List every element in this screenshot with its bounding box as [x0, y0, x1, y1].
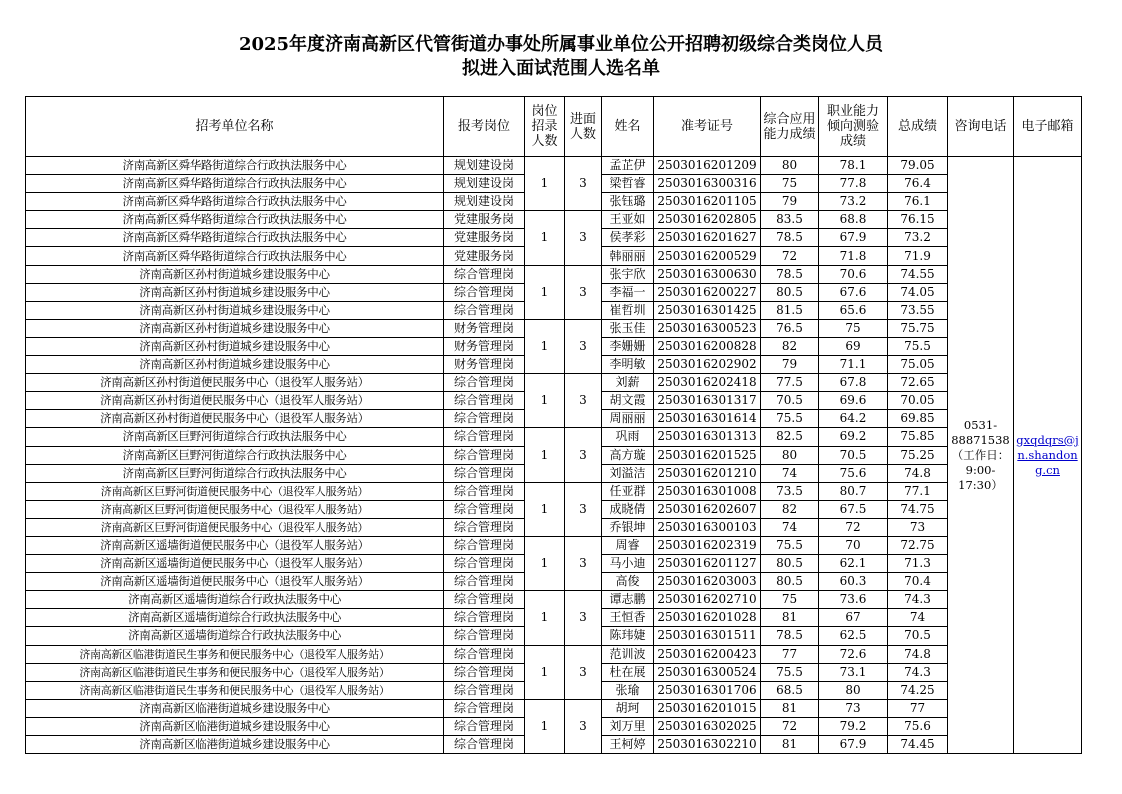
post-name: 规划建设岗 [444, 175, 525, 193]
candidate-name: 李姗姗 [602, 337, 654, 355]
score-aptitude: 67.9 [819, 736, 888, 754]
post-name: 综合管理岗 [444, 301, 525, 319]
post-name: 党建服务岗 [444, 211, 525, 229]
ticket-number: 2503016201525 [654, 446, 761, 464]
candidate-name: 谭志鹏 [602, 591, 654, 609]
quota-cell: 1 [525, 157, 565, 211]
document-title: 2025年度济南高新区代管街道办事处所属事业单位公开招聘初级综合类岗位人员 [238, 34, 884, 55]
score-total: 70.4 [888, 573, 948, 591]
ticket-number: 2503016201105 [654, 193, 761, 211]
score-aptitude: 79.2 [819, 717, 888, 735]
score-total: 74.25 [888, 681, 948, 699]
score-total: 76.15 [888, 211, 948, 229]
score-total: 75.25 [888, 446, 948, 464]
ticket-number: 2503016301425 [654, 301, 761, 319]
score-comprehensive: 82.5 [761, 428, 819, 446]
score-comprehensive: 70.5 [761, 392, 819, 410]
score-aptitude: 60.3 [819, 573, 888, 591]
header-post: 报考岗位 [444, 97, 525, 157]
score-total: 74.55 [888, 265, 948, 283]
score-aptitude: 69.2 [819, 428, 888, 446]
score-total: 73.2 [888, 229, 948, 247]
unit-name: 济南高新区巨野河街道便民服务中心（退役军人服务站） [26, 500, 444, 518]
unit-name: 济南高新区巨野河街道综合行政执法服务中心 [26, 446, 444, 464]
unit-name: 济南高新区临港街道城乡建设服务中心 [26, 736, 444, 754]
score-total: 74.05 [888, 283, 948, 301]
ticket-number: 2503016302025 [654, 717, 761, 735]
score-aptitude: 80 [819, 681, 888, 699]
candidate-name: 成晓倩 [602, 500, 654, 518]
table-row [26, 591, 1082, 609]
candidate-name: 高方璇 [602, 446, 654, 464]
score-comprehensive: 75 [761, 591, 819, 609]
quota-cell: 1 [525, 211, 565, 265]
post-name: 综合管理岗 [444, 464, 525, 482]
interview-count-cell: 3 [565, 211, 602, 265]
score-aptitude: 67.8 [819, 374, 888, 392]
unit-name: 济南高新区巨野河街道综合行政执法服务中心 [26, 464, 444, 482]
score-aptitude: 73.1 [819, 663, 888, 681]
unit-name: 济南高新区遥墙街道综合行政执法服务中心 [26, 627, 444, 645]
candidate-table [25, 96, 1082, 754]
post-name: 综合管理岗 [444, 518, 525, 536]
table-row [26, 265, 1082, 283]
unit-name: 济南高新区巨野河街道便民服务中心（退役军人服务站） [26, 482, 444, 500]
post-name: 综合管理岗 [444, 645, 525, 663]
ticket-number: 2503016301008 [654, 482, 761, 500]
table-row [26, 699, 1082, 717]
score-total: 74.3 [888, 591, 948, 609]
unit-name: 济南高新区孙村街道城乡建设服务中心 [26, 319, 444, 337]
score-total: 71.9 [888, 247, 948, 265]
score-aptitude: 70 [819, 536, 888, 554]
post-name: 党建服务岗 [444, 229, 525, 247]
score-aptitude: 72.6 [819, 645, 888, 663]
candidate-name: 周丽丽 [602, 410, 654, 428]
ticket-number: 2503016301706 [654, 681, 761, 699]
score-comprehensive: 75.5 [761, 536, 819, 554]
candidate-name: 梁哲睿 [602, 175, 654, 193]
header-total: 总成绩 [888, 97, 948, 157]
candidate-name: 马小迪 [602, 555, 654, 573]
header-name: 姓名 [602, 97, 654, 157]
score-comprehensive: 78.5 [761, 627, 819, 645]
score-comprehensive: 80.5 [761, 555, 819, 573]
score-comprehensive: 79 [761, 356, 819, 374]
ticket-number: 2503016202418 [654, 374, 761, 392]
table-row [26, 211, 1082, 229]
score-comprehensive: 74 [761, 464, 819, 482]
ticket-number: 2503016301614 [654, 410, 761, 428]
candidate-name: 王亚如 [602, 211, 654, 229]
post-name: 综合管理岗 [444, 591, 525, 609]
unit-name: 济南高新区孙村街道城乡建设服务中心 [26, 283, 444, 301]
score-aptitude: 67.5 [819, 500, 888, 518]
post-name: 综合管理岗 [444, 663, 525, 681]
score-aptitude: 65.6 [819, 301, 888, 319]
score-comprehensive: 79 [761, 193, 819, 211]
candidate-name: 任亚群 [602, 482, 654, 500]
score-total: 74.8 [888, 464, 948, 482]
table-body [26, 157, 1082, 754]
ticket-number: 2503016200227 [654, 283, 761, 301]
score-aptitude: 67.9 [819, 229, 888, 247]
unit-name: 济南高新区孙村街道城乡建设服务中心 [26, 356, 444, 374]
score-aptitude: 72 [819, 518, 888, 536]
post-name: 规划建设岗 [444, 193, 525, 211]
quota-cell: 1 [525, 536, 565, 590]
header-unit: 招考单位名称 [26, 97, 444, 157]
ticket-number: 2503016201028 [654, 609, 761, 627]
score-total: 77.1 [888, 482, 948, 500]
ticket-number: 2503016201627 [654, 229, 761, 247]
score-aptitude: 75.6 [819, 464, 888, 482]
score-total: 74 [888, 609, 948, 627]
post-name: 综合管理岗 [444, 374, 525, 392]
candidate-name: 王柯婷 [602, 736, 654, 754]
unit-name: 济南高新区遥墙街道便民服务中心（退役军人服务站） [26, 573, 444, 591]
post-name: 综合管理岗 [444, 627, 525, 645]
candidate-name: 张宇欣 [602, 265, 654, 283]
ticket-number: 2503016300524 [654, 663, 761, 681]
score-comprehensive: 81 [761, 609, 819, 627]
score-comprehensive: 83.5 [761, 211, 819, 229]
candidate-name: 王恒香 [602, 609, 654, 627]
header-score-b: 职业能力倾向测验成绩 [819, 97, 888, 157]
ticket-number: 2503016201127 [654, 555, 761, 573]
score-total: 75.05 [888, 356, 948, 374]
interview-count-cell: 3 [565, 157, 602, 211]
candidate-name: 巩雨 [602, 428, 654, 446]
post-name: 综合管理岗 [444, 265, 525, 283]
ticket-number: 2503016300103 [654, 518, 761, 536]
contact-email-link[interactable]: gxqdqrs@jn.shandong.cn [1014, 157, 1082, 754]
score-total: 74.45 [888, 736, 948, 754]
candidate-name: 刘万里 [602, 717, 654, 735]
header-phone: 咨询电话 [948, 97, 1014, 157]
score-aptitude: 68.8 [819, 211, 888, 229]
post-name: 综合管理岗 [444, 536, 525, 554]
score-aptitude: 71.8 [819, 247, 888, 265]
candidate-name: 李明敏 [602, 356, 654, 374]
candidate-name: 崔哲圳 [602, 301, 654, 319]
score-comprehensive: 78.5 [761, 229, 819, 247]
post-name: 综合管理岗 [444, 609, 525, 627]
score-aptitude: 75 [819, 319, 888, 337]
score-comprehensive: 72 [761, 247, 819, 265]
score-total: 70.05 [888, 392, 948, 410]
post-name: 财务管理岗 [444, 337, 525, 355]
contact-phone: 0531-88871538（工作日：9:00-17:30） [948, 157, 1014, 754]
candidate-name: 乔银坤 [602, 518, 654, 536]
score-aptitude: 62.1 [819, 555, 888, 573]
header-interview-count: 进面人数 [565, 97, 602, 157]
unit-name: 济南高新区临港街道民生事务和便民服务中心（退役军人服务站） [26, 663, 444, 681]
unit-name: 济南高新区临港街道城乡建设服务中心 [26, 717, 444, 735]
score-total: 73 [888, 518, 948, 536]
ticket-number: 2503016302210 [654, 736, 761, 754]
ticket-number: 2503016201015 [654, 699, 761, 717]
table-row [26, 374, 1082, 392]
unit-name: 济南高新区孙村街道便民服务中心（退役军人服务站） [26, 392, 444, 410]
ticket-number: 2503016202319 [654, 536, 761, 554]
interview-count-cell: 3 [565, 265, 602, 319]
score-total: 75.75 [888, 319, 948, 337]
score-total: 73.55 [888, 301, 948, 319]
table-row [26, 319, 1082, 337]
unit-name: 济南高新区巨野河街道综合行政执法服务中心 [26, 428, 444, 446]
quota-cell: 1 [525, 428, 565, 482]
score-total: 72.75 [888, 536, 948, 554]
unit-name: 济南高新区遥墙街道便民服务中心（退役军人服务站） [26, 536, 444, 554]
ticket-number: 2503016200828 [654, 337, 761, 355]
candidate-name: 胡珂 [602, 699, 654, 717]
score-aptitude: 70.5 [819, 446, 888, 464]
table-row [26, 482, 1082, 500]
score-aptitude: 70.6 [819, 265, 888, 283]
score-comprehensive: 72 [761, 717, 819, 735]
post-name: 综合管理岗 [444, 736, 525, 754]
document-subtitle: 拟进入面试范围人选名单 [462, 58, 660, 79]
post-name: 综合管理岗 [444, 500, 525, 518]
unit-name: 济南高新区孙村街道城乡建设服务中心 [26, 301, 444, 319]
unit-name: 济南高新区临港街道民生事务和便民服务中心（退役军人服务站） [26, 645, 444, 663]
score-comprehensive: 81 [761, 699, 819, 717]
quota-cell: 1 [525, 319, 565, 373]
score-comprehensive: 76.5 [761, 319, 819, 337]
post-name: 综合管理岗 [444, 555, 525, 573]
unit-name: 济南高新区孙村街道便民服务中心（退役军人服务站） [26, 410, 444, 428]
ticket-number: 2503016200423 [654, 645, 761, 663]
unit-name: 济南高新区遥墙街道综合行政执法服务中心 [26, 591, 444, 609]
score-comprehensive: 80 [761, 157, 819, 175]
candidate-name: 刘溢洁 [602, 464, 654, 482]
table-row [26, 157, 1082, 175]
interview-count-cell: 3 [565, 428, 602, 482]
unit-name: 济南高新区孙村街道便民服务中心（退役军人服务站） [26, 374, 444, 392]
unit-name: 济南高新区孙村街道城乡建设服务中心 [26, 337, 444, 355]
score-total: 74.8 [888, 645, 948, 663]
interview-count-cell: 3 [565, 374, 602, 428]
candidate-name: 高俊 [602, 573, 654, 591]
score-aptitude: 67.6 [819, 283, 888, 301]
score-total: 69.85 [888, 410, 948, 428]
score-aptitude: 69 [819, 337, 888, 355]
score-comprehensive: 75 [761, 175, 819, 193]
header-score-a: 综合应用能力成绩 [761, 97, 819, 157]
score-aptitude: 71.1 [819, 356, 888, 374]
post-name: 综合管理岗 [444, 699, 525, 717]
score-aptitude: 64.2 [819, 410, 888, 428]
ticket-number: 2503016201209 [654, 157, 761, 175]
quota-cell: 1 [525, 699, 565, 753]
post-name: 综合管理岗 [444, 446, 525, 464]
post-name: 综合管理岗 [444, 410, 525, 428]
ticket-number: 2503016202710 [654, 591, 761, 609]
score-comprehensive: 74 [761, 518, 819, 536]
post-name: 财务管理岗 [444, 356, 525, 374]
score-total: 72.65 [888, 374, 948, 392]
post-name: 财务管理岗 [444, 319, 525, 337]
score-comprehensive: 80.5 [761, 283, 819, 301]
score-comprehensive: 77.5 [761, 374, 819, 392]
unit-name: 济南高新区舜华路街道综合行政执法服务中心 [26, 229, 444, 247]
ticket-number: 2503016301511 [654, 627, 761, 645]
post-name: 综合管理岗 [444, 283, 525, 301]
candidate-name: 孟芷伊 [602, 157, 654, 175]
ticket-number: 2503016202607 [654, 500, 761, 518]
interview-count-cell: 3 [565, 536, 602, 590]
candidate-name: 周睿 [602, 536, 654, 554]
ticket-number: 2503016201210 [654, 464, 761, 482]
ticket-number: 2503016301317 [654, 392, 761, 410]
header-email: 电子邮箱 [1014, 97, 1082, 157]
unit-name: 济南高新区舜华路街道综合行政执法服务中心 [26, 247, 444, 265]
score-comprehensive: 80 [761, 446, 819, 464]
unit-name: 济南高新区舜华路街道综合行政执法服务中心 [26, 175, 444, 193]
score-total: 75.6 [888, 717, 948, 735]
interview-count-cell: 3 [565, 591, 602, 645]
ticket-number: 2503016200529 [654, 247, 761, 265]
unit-name: 济南高新区舜华路街道综合行政执法服务中心 [26, 157, 444, 175]
interview-count-cell: 3 [565, 482, 602, 536]
score-total: 79.05 [888, 157, 948, 175]
header-quota: 岗位招录人数 [525, 97, 565, 157]
quota-cell: 1 [525, 374, 565, 428]
score-total: 74.3 [888, 663, 948, 681]
ticket-number: 2503016300630 [654, 265, 761, 283]
score-aptitude: 77.8 [819, 175, 888, 193]
score-comprehensive: 75.5 [761, 410, 819, 428]
score-comprehensive: 73.5 [761, 482, 819, 500]
post-name: 党建服务岗 [444, 247, 525, 265]
quota-cell: 1 [525, 645, 565, 699]
ticket-number: 2503016300523 [654, 319, 761, 337]
candidate-name: 胡文霞 [602, 392, 654, 410]
score-aptitude: 78.1 [819, 157, 888, 175]
candidate-name: 范训波 [602, 645, 654, 663]
interview-count-cell: 3 [565, 319, 602, 373]
quota-cell: 1 [525, 265, 565, 319]
unit-name: 济南高新区遥墙街道便民服务中心（退役军人服务站） [26, 555, 444, 573]
score-total: 75.85 [888, 428, 948, 446]
unit-name: 济南高新区舜华路街道综合行政执法服务中心 [26, 193, 444, 211]
post-name: 规划建设岗 [444, 157, 525, 175]
interview-count-cell: 3 [565, 645, 602, 699]
unit-name: 济南高新区孙村街道城乡建设服务中心 [26, 265, 444, 283]
score-total: 74.75 [888, 500, 948, 518]
interview-count-cell: 3 [565, 699, 602, 753]
ticket-number: 2503016202902 [654, 356, 761, 374]
candidate-name: 侯孝彩 [602, 229, 654, 247]
score-aptitude: 67 [819, 609, 888, 627]
ticket-number: 2503016301313 [654, 428, 761, 446]
score-aptitude: 80.7 [819, 482, 888, 500]
score-comprehensive: 81.5 [761, 301, 819, 319]
score-comprehensive: 68.5 [761, 681, 819, 699]
unit-name: 济南高新区遥墙街道综合行政执法服务中心 [26, 609, 444, 627]
unit-name: 济南高新区巨野河街道便民服务中心（退役军人服务站） [26, 518, 444, 536]
score-comprehensive: 77 [761, 645, 819, 663]
score-aptitude: 73 [819, 699, 888, 717]
post-name: 综合管理岗 [444, 717, 525, 735]
score-aptitude: 62.5 [819, 627, 888, 645]
score-total: 77 [888, 699, 948, 717]
table-row [26, 428, 1082, 446]
score-total: 76.1 [888, 193, 948, 211]
post-name: 综合管理岗 [444, 482, 525, 500]
header-row [26, 97, 1082, 157]
candidate-name: 张钰璐 [602, 193, 654, 211]
score-comprehensive: 78.5 [761, 265, 819, 283]
candidate-name: 张玉佳 [602, 319, 654, 337]
score-comprehensive: 81 [761, 736, 819, 754]
candidate-name: 李福一 [602, 283, 654, 301]
score-total: 70.5 [888, 627, 948, 645]
score-comprehensive: 80.5 [761, 573, 819, 591]
post-name: 综合管理岗 [444, 392, 525, 410]
table-row [26, 536, 1082, 554]
post-name: 综合管理岗 [444, 681, 525, 699]
unit-name: 济南高新区舜华路街道综合行政执法服务中心 [26, 211, 444, 229]
quota-cell: 1 [525, 482, 565, 536]
unit-name: 济南高新区临港街道民生事务和便民服务中心（退役军人服务站） [26, 681, 444, 699]
score-aptitude: 69.6 [819, 392, 888, 410]
post-name: 综合管理岗 [444, 428, 525, 446]
post-name: 综合管理岗 [444, 573, 525, 591]
score-comprehensive: 75.5 [761, 663, 819, 681]
candidate-name: 韩丽丽 [602, 247, 654, 265]
ticket-number: 2503016202805 [654, 211, 761, 229]
quota-cell: 1 [525, 591, 565, 645]
ticket-number: 2503016203003 [654, 573, 761, 591]
score-aptitude: 73.6 [819, 591, 888, 609]
table-row [26, 645, 1082, 663]
header-ticket: 准考证号 [654, 97, 761, 157]
score-total: 71.3 [888, 555, 948, 573]
candidate-name: 陈玮婕 [602, 627, 654, 645]
score-total: 75.5 [888, 337, 948, 355]
score-total: 76.4 [888, 175, 948, 193]
unit-name: 济南高新区临港街道城乡建设服务中心 [26, 699, 444, 717]
candidate-name: 杜在展 [602, 663, 654, 681]
candidate-name: 刘薪 [602, 374, 654, 392]
score-comprehensive: 82 [761, 500, 819, 518]
ticket-number: 2503016300316 [654, 175, 761, 193]
score-comprehensive: 82 [761, 337, 819, 355]
score-aptitude: 73.2 [819, 193, 888, 211]
candidate-name: 张瑜 [602, 681, 654, 699]
